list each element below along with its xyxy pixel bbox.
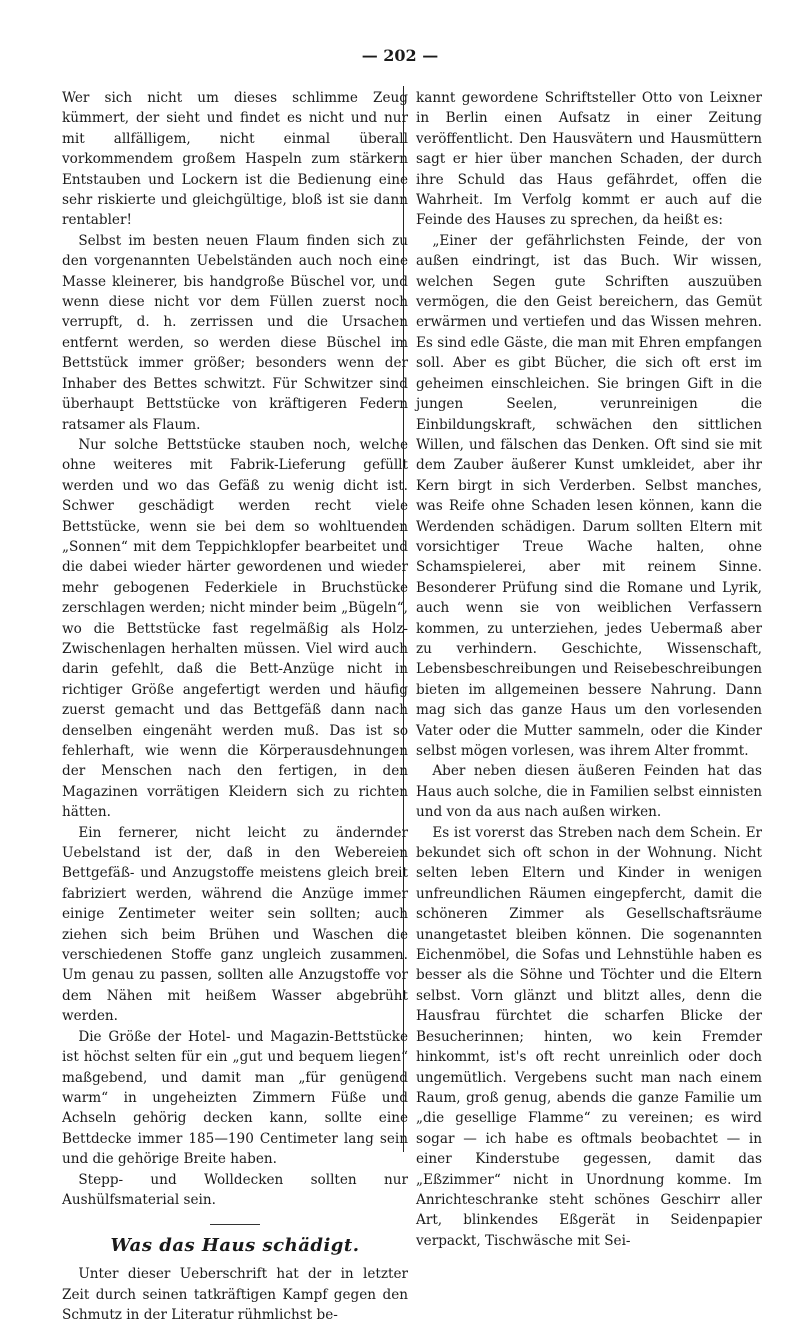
paragraph: Unter dieser Ueberschrift hat der in letzter Zeit durch seinen tatkräftigen Kampf gegen den Schmutz in der Literatur rühmlichst be- xyxy=(62,1266,408,1324)
paragraph: Stepp- und Wolldecken sollten nur Aushülfsmaterial sein. xyxy=(62,1171,408,1208)
section-title: Was das Haus schädigt. xyxy=(110,1235,360,1257)
paragraph: Ein fernerer, nicht leicht zu ändernder Uebelstand ist der, daß in den Webereien Bettgefäß- und Anzugstoffe meistens gleich breit fabriziert werden, während die Anzüge immer einige Zentimeter weiter sein sollten; auch ziehen sich beim Brühen und Waschen die verschiedenen Stoffe ganz ungleich zusammen. Um genau zu passen, sollten alle Anzugstoffe vor dem Nähen mit heißem Wasser abgebrüht werden. xyxy=(62,824,408,1025)
left-column xyxy=(62,88,408,1326)
paragraph: Wer sich nicht um dieses schlimme Zeug kümmert, der sieht und findet es nicht und nur mit allfälligem, nicht einmal überall vorkommendem großem Haspeln zum stärkern Entstauben und Lockern ist die Bedienung eine sehr riskierte und gleichgültige, bloß ist sie dann rentabler! xyxy=(62,90,408,229)
page-number: — 202 — xyxy=(361,46,439,65)
paragraph: Nur solche Bettstücke stauben noch, welche ohne weiteres mit Fabrik-Lieferung gefüllt werden und wo das Gefäß zu wenig dicht ist. Schwer geschädigt werden recht viele Bettstücke, wenn sie bei dem so wohltuenden „Sonnen“ mit dem Teppichklopfer bearbeitet und die dabei wieder härter gewordenen und wieder mehr gebogenen Federkiele in Bruchstücke zerschlagen werden; nicht minder beim „Bügeln“, wo die Bettstücke fast regelmäßig als Holz-Zwischenlagen herhalten müssen. Viel wird auch darin gefehlt, daß die Bett-Anzüge nicht in richtiger Größe angefertigt werden und häufig zuerst gemacht und das Bettgefäß dann nach denselben eingenäht werden muß. Das ist so fehlerhaft, wie wenn die Körperausdehnungen der Menschen nach den fertigen, in den Magazinen vorrätigen Kleidern sich zu richten hätten. xyxy=(62,436,408,821)
paragraph: Es ist vorerst das Streben nach dem Schein. Er bekundet sich oft schon in der Wohnung. Nicht selten leben Eltern und Kinder in wenigen unfreundlichen Räumen eingepfercht, damit die schöneren Zimmer als Gesellschaftsräume unangetastet bleiben können. Die sogenannten Eichenmöbel, die Sofas und Lehnstühle haben es besser als die Söhne und Töchter und die Eltern selbst. Vorn glänzt und blitzt alles, denn die Hausfrau fürchtet die scharfen Blicke der Besucherinnen; hinten, wo kein Fremder hinkommt, ist's oft recht unreinlich oder doch ungemütlich. Vergebens sucht man nach einem Raum, groß genug, abends die ganze Familie um „die gesellige Flamme“ zu vereinen; es wird sogar — ich habe es oftmals beobachtet — in einer Kinderstube gegessen, damit das „Eßzimmer“ nicht in Unordnung komme. Im Anrichteschranke steht schönes Geschirr aller Art, blinkendes Eßgerät in Seidenpapier verpackt, Tischwäsche mit Sei- xyxy=(416,824,762,1249)
paragraph: Aber neben diesen äußeren Feinden hat das Haus auch solche, die in Familien selbst einnisten und von da aus nach außen wirken. xyxy=(416,763,762,821)
paragraph: Selbst im besten neuen Flaum finden sich zu den vorgenannten Uebelständen auch noch eine Masse kleinerer, bis handgroße Büschel vor, und wenn diese nicht vor dem Füllen zuerst noch verrupft, d. h. zerrissen und die Ursachen entfernt werden, so werden diese Büschel im Bettstück immer größer; besonders wenn der Inhaber des Bettes schwitzt. Für Schwitzer sind überhaupt Bettstücke von kräftigeren Federn ratsamer als Flaum. xyxy=(62,232,408,433)
section-divider xyxy=(210,1224,260,1225)
right-column xyxy=(416,88,762,1251)
paragraph: Die Größe der Hotel- und Magazin-Bettstücke ist höchst selten für ein „gut und bequem liegen“ maßgebend, und damit man „für genügend warm“ in ungeheizten Zimmern Füße und Achseln gehörig decken kann, sollte eine Bettdecke immer 185—190 Centimeter lang sein und die gehörige Breite haben. xyxy=(62,1028,408,1168)
paragraph: „Einer der gefährlichsten Feinde, der von außen eindringt, ist das Buch. Wir wissen, welchen Segen gute Schriften auszuüben vermögen, die den Geist bereichern, das Gemüt erwärmen und vertiefen und das Wissen mehren. Es sind edle Gäste, die man mit Ehren empfangen soll. Aber es gibt Bücher, die sich oft erst im geheimen einschleichen. Sie bringen Gift in die jungen Seelen, verunreinigen die Einbildungskraft, schwächen den sittlichen Willen, und fälschen das Denken. Oft sind sie mit dem Zauber äußerer Kunst umkleidet, aber ihr Kern birgt in sich Verderben. Selbst manches, was Reife ohne Schaden lesen können, kann die Werdenden schädigen. Darum sollten Eltern mit vorsichtiger Treue Wache halten, ohne Schamspielerei, aber mit reinem Sinne. Besonderer Prüfung sind die Romane und Lyrik, auch wenn sie von weiblichen Verfassern kommen, zu unterziehen, jedes Uebermaß aber zu verhindern. Geschichte, Wissenschaft, Lebensbeschreibungen und Reisebeschreibungen bieten im allgemeinen bessere Nahrung. Dann mag sich das ganze Haus um den vorlesenden Vater oder die Mutter sammeln, oder die Kinder selbst mögen vorlesen, was ihrem Alter frommt. xyxy=(416,232,762,759)
paragraph: kannt gewordene Schriftsteller Otto von Leixner in Berlin einen Aufsatz in einer Zeitung veröffentlicht. Den Hausvätern und Hausmüttern sagt er hier über manchen Schaden, der durch ihre Schuld das Haus gefährdet, offen die Wahrheit. Im Verfolg kommt er auch auf die Feinde des Hauses zu sprechen, da heißt es: xyxy=(416,90,762,229)
